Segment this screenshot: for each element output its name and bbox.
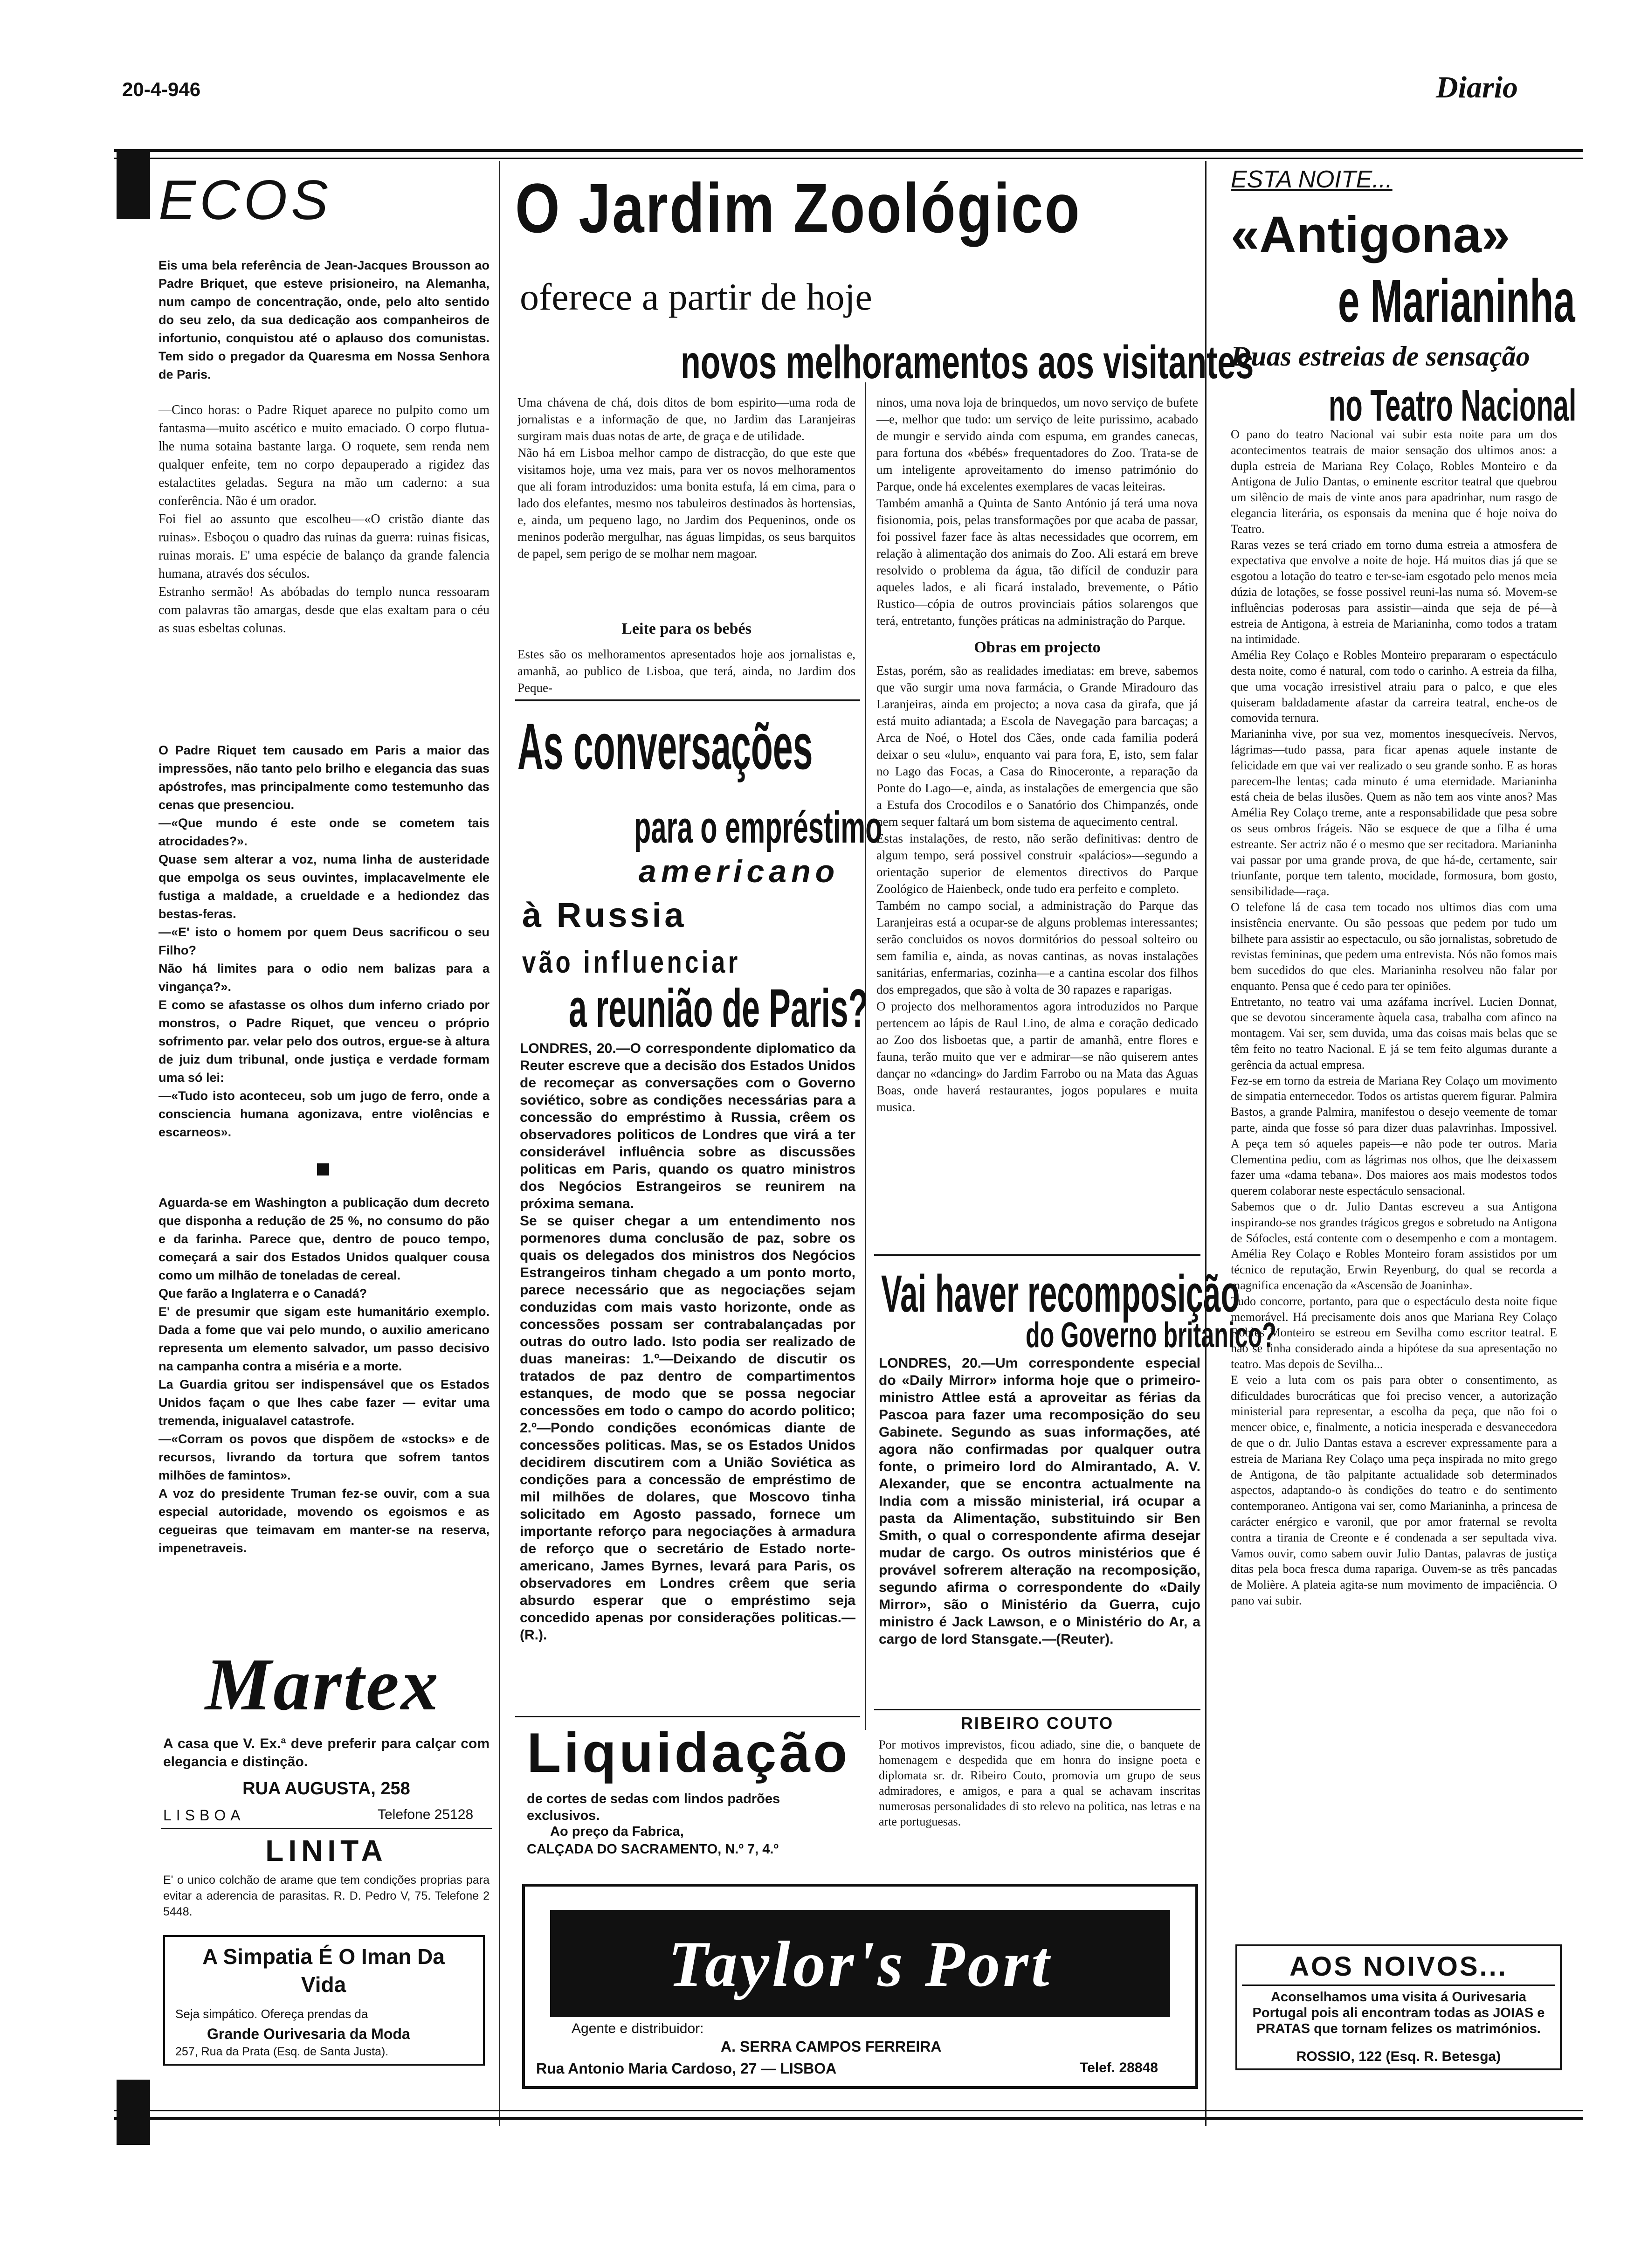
margin-bar-top [117, 149, 150, 219]
ecos-separator [317, 1163, 329, 1175]
taylor-address: Rua Antonio Maria Cardoso, 27 — LISBOA [536, 2060, 837, 2077]
martex-logo: Martex [205, 1643, 440, 1726]
column-rule-1 [499, 161, 500, 2126]
zoo-subhead-obras: Obras em projecto [974, 639, 1101, 656]
noivos-text: Aconselhamos uma visita á Ourivesaria Portugal pois ali encontram todas as JOIAS e PRATAS que tornam felizes os matrimónios. [1252, 1990, 1545, 2036]
footer-rule-bottom [114, 2117, 1583, 2120]
header-rule-bottom [114, 158, 1583, 159]
liquidacao-text: de cortes de sedas com lindos padrões exclusivos. [527, 1791, 780, 1823]
antigona-body: O pano do teatro Nacional vai subir esta noite para um dos acontecimentos teatrais de maior sensação dos ultimos anos: a dupla estreia de Mariana Rey Colaço, Robles Monteiro e da Antigona de Julio Dantas, o eminente escritor teatral que quebrou um silêncio de mais de vinte anos para apadrinhar, num rasgo de elegancia literária, os esponsais da menina que é hoje noiva do Teatro. Raras vezes se terá criado em torno duma estreia a atmosfera de expectativa que envolve a noite de hoje. Há muitos dias já que se esgotou a lotação do teatro e ter-se-iam esgotado pelo menos meia dúzia de lotações, se fosse possivel reuni-las numa só. Movem-se influências poderosas para assistir—ainda que seja de pé—à estreia de Antigona, à estreia de Marianinha, como todos a tratam na intimidade. Amélia Rey Colaço e Robles Monteiro prepararam o espectáculo desta noite, como é natural, com todo o carinho. A estreia da filha, que uma vocação irresistivel atraiu para o palco, e que eles quiseram baldadamente afastar da carreira teatral, enche-os de comovida ternura. Marianinha vive, por sua vez, momentos inesquecíveis. Nervos, lágrimas—tudo passa, para ficar apenas aquele instante de felicidade em que vai ver realizado o seu grande sonho. E as horas parecem-lhe lentas; cada minuto é uma eternidade. Marianinha está cheia de belas ilusões. Quem as não tem aos vinte anos? Mas Amélia Rey Colaço treme, ante a responsabilidade que pesa sobre os seus ombros frágeis. Não se esquece de que a filha é uma estreante. Ser actriz não é o mesmo que ser recitadora. Marianinha vai passar por uma grande prova, de que há-de, certamente, sair triunfante, porque tem talento, mocidade, formosura, bom gosto, sensibilidade—raça. O telefone lá de casa tem tocado nos ultimos dias com uma insistência enervante. Ou são pessoas que pedem por tudo um bilhete para assistir ao espectaculo, ou são jornalistas, sobretudo de revistas femininas, que pedem uma entrevista. Nós não fomos mais bem sucedidos do que eles. Marianinha resolveu não falar por enquanto. Pensa que é cedo para ter opiniões. Entretanto, no teatro vai uma azáfama incrível. Lucien Donnat, que se devotou sinceramente àquela casa, trabalha com afinco na montagem. Vai ser, sem duvida, uma das coisas mais belas que se têm feito no teatro Nacional. E já se tem feito algumas durante a gerência da actual empresa. Fez-se em torno da estreia de Mariana Rey Colaço um movimento de simpatia enternecedor. Todos os artistas querem figurar. Palmira Bastos, a grande Palmira, manifestou o desejo veemente de tomar parte, ainda que fosse só para dizer duas palavrinhas. Impossivel. A peça tem só aqueles papeis—e não pode ter outros. Maria Clementina pediu, com as lágrimas nos olhos, que lhe deixassem fazer uma «dama tebana». Dos maiores aos mais modestos todos querem colaborar neste espectáculo sensacional. Sabemos que o dr. Julio Dantas escreveu a sua Antigona inspirando-se nos grandes trágicos gregos e sobretudo na Antigona de Sófocles, está contente com o desempenho e com a montagem. Amélia Rey Colaço e Robles Monteiro foram assistidos por um técnico de reputação, Erwin Reyenburg, do qual se recorda a magnifica encenação da «Ascensão de Joaninha». Tudo concorre, portanto, para que o espectáculo desta noite fique memorável. Há precisamente dois anos que Mariana Rey Colaço Robles Monteiro se estreou em Sevilha como escritor teatral. E não se tinha considerado ainda a hipótese da sua apresentação no teatro. Mas depois de Sevilha... E veio a luta com os pais para obter o consentimento, as dificuldades burocráticas que foi preciso vencer, a autorização ministerial para representar, a escolha da peça, que não foi o mencer obice, e, finalmente, a noticia inesperada e desvanecedora de que o dr. Julio Dantas estava a escrever expressamente para a estreia de Mariana Rey Colaço uma peça inspirada no mito grego de Antigona, de tão palpitante actualidade sob determinados aspectos, adaptando-o às condições do teatro e do sentimento contemporaneo. Antigona vai ser, como Marianinha, a princesa de carácter enérgico e varonil, que por amor fraternal se revolta contra a tirania de Creonte e é condenada a ser sepultada viva. Vamos ouvir, como sabem ouvir Julio Dantas, palavras de justiça ditas pela boca fresca duma rapariga. Ouvem-se as três pancadas de Molière. A plateia agita-se num movimento de impaciência. O pano vai subir. [1231, 428, 1557, 1607]
martex-city: LISBOA [163, 1807, 245, 1824]
governo-body: LONDRES, 20.—Um correspondente especial do «Daily Mirror» informa hoje que o primeiro-ministro Attlee está a aproveitar as férias da Pascoa para fazer uma recomposição do seu Gabinete. Segundo as suas informações, até agora não confirmadas por qualquer outra fonte, o primeiro lord do Almirantado, A. V. Alexander, que se encontra actualmente na India com a missão ministerial, irá ocupar a pasta da Alimentação, substituindo sir Ben Smith, o qual o correspondente afirma desejar mudar de cargo. Os outros ministérios que é provável sofrerem alteração na recomposição, segundo afirma o correspondente do «Daily Mirror», são o Ministério da Guerra, cujo ministro é Jack Lawson, e o Ministério do Ar, a cargo de lord Stansgate.—(Reuter). [879, 1355, 1200, 1647]
ecos-paragraph-3: O Padre Riquet tem causado em Paris a maior das impressões, não tanto pelo brilho e elegancia das suas apóstrofes, mas principalmente como testemunho das cenas que presenciou. —«Que mundo é este onde se cometem tais atrocidades?». Quase sem alterar a voz, numa linha de austeridade que empolga os seus ouvintes, implacavelmente ele fustiga a maldade, a crueldade e a hediondez das bestas-feras. —«E' isto o homem por quem Deus sacrificou o seu Filho? Não há limites para o odio nem balizas para a vingança?». E como se afastasse os olhos dum inferno criado por monstros, o Padre Riquet, que venceu o próprio sofrimento par. velar pelo dos outros, ergue-se à altura de juiz dum tribunal, onde justiça e verdade formam uma só lei: —«Tudo isto aconteceu, sob um jugo de ferro, onde a consciencia humana agonizava, entre violências e escarneos». [159, 743, 490, 1139]
couto-title: RIBEIRO COUTO [960, 1714, 1114, 1733]
zoo-column-1: Uma chávena de chá, dois ditos de bom espirito—uma roda de jornalistas e a informação de que, no Jardim das Laranjeiras surgiram mais duas notas de arte, de graça e de utilidade. Não há em Lisboa melhor campo de distracção, do que este que visitamos hoje, uma vez mais, para ver os novos melhoramentos que ali foram introduzidos: uma bonita estufa, lá em cima, para o lado dos elefantes, mesmo nos tabuleiros destinados às hortensias, e, ainda, um pequeno lago, no Jardim dos Pequeninos, onde os meninos poderão mergulhar, nas águas limpidas, os seus barquitos de papel, sem perigo de se molhar nem magoar. [517, 395, 855, 560]
zoo-subtitle-1: oferece a partir de hoje [520, 276, 872, 318]
simpatia-address: 257, Rua da Prata (Esq. de Santa Justa). [175, 2045, 389, 2058]
conversas-title-1: As conversações [517, 710, 813, 783]
governo-title-1: Vai haver recomposição [881, 1265, 1240, 1323]
zoo-column-2: ninos, uma nova loja de brinquedos, um novo serviço de bufete—e, melhor que tudo: um serviço de leite purissimo, acabado de mungir e servido ainda com espuma, em grandes canecas, para fortuna dos «bébés» frequentadores do Zoo. Trata-se de um inteligente aproveitamento do imenso património do Parque, onde há excelentes exemplares de vacas leiteiras. Também amanhã a Quinta de Santo António já terá uma nova fisionomia, pois, pelas transformações por que acaba de passar, foi possivel fazer face às altas necessidades que ocorrem, em relação à alimentação dos animais do Zoo. Ali estará em breve resolvido o problema da água, tão difícil de conduzir para aqueles lados, e ali ficará instalado, brevemente, o Pátio Rustico—cópia de outros provinciais pátios solarengos que terá, entretanto, funções práticas na administração do Parque. [876, 395, 1198, 628]
noivos-ad [1235, 1944, 1562, 2070]
masthead-logo: Diario [1436, 70, 1518, 104]
martex-text: A casa que V. Ex.ª deve preferir para calçar com elegancia e distinção. [163, 1736, 490, 1770]
page-date: 20-4-946 [122, 78, 201, 100]
simpatia-title: A Simpatia É O Iman Da Vida [202, 1944, 445, 1997]
simpatia-line: Seja simpático. Ofereça prendas da [175, 2007, 368, 2021]
taylor-logo: Taylor's Port [668, 1928, 1052, 2000]
governo-title-2: do Governo britanico? [1026, 1315, 1276, 1355]
ecos-paragraph-2: —Cinco horas: o Padre Riquet aparece no pulpito como um fantasma—muito ascético e muito emaciado. O corpo flutua-lhe numa sotaina bastante larga. O roquete, sem renda nem qualquer enfeite, tem no corpo depauperado a rigidez das estalactites geladas. Segura na mão um caderno: a sua conferência. Não é um orador. Foi fiel ao assunto que escolheu—«O cristão diante das ruinas». Esboçou o quadro das ruinas da guerra: ruinas fisicas, ruinas morais. E' uma espécie de balanço da grande falencia humana, através dos séculos. Estranho sermão! As abóbadas do templo nunca ressoaram com palavras tão amargas, desde que elas exaltam para o céu as suas esbeltas colunas. [159, 403, 490, 636]
liquidacao-price: Ao preço da Fabrica, [550, 1824, 684, 1839]
noivos-title: AOS NOIVOS... [1289, 1951, 1508, 1982]
antigona-kicker: ESTA NOITE... [1231, 166, 1393, 193]
antigona-subtitle-2: no Teatro Nacional [1329, 380, 1577, 430]
liquidacao-rule [515, 1716, 860, 1717]
zoo-column-1b: Estes são os melhoramentos apresentados hoje aos jornalistas e, amanhã, ao publico de Lisboa, que terá, ainda, no Jardim dos Peque- [517, 647, 855, 695]
ecos-paragraph-4: Aguarda-se em Washington a publicação dum decreto que disponha a redução de 25 %, no consumo do pão e da farinha. Parece que, dentro de pouco tempo, começará a sair dos Estados Unidos qualquer cousa como um milhão de toneladas de cereal. Que farão a Inglaterra e o Canadá? E' de presumir que sigam este humanitário exemplo. Dada a fome que vai pelo mundo, o auxilio americano representa um elemento salvador, um passo decisivo na campanha contra a miséria e a morte. La Guardia gritou ser indispensável que os Estados Unidos façam o que lhes cabe fazer — evitar uma tremenda, iniguaIavel catastrofe. —«Corram os povos que dispõem de «stocks» e de recursos, livrando da tortura que sofrem tantos milhões de famintos». A voz do presidente Truman fez-se ouvir, com a sua especial autoridade, movendo os egoismos e as cegueiras que teimavam em manter-se na reserva, impenetraveis. [159, 1196, 490, 1555]
zoo-column-2-end-rule [874, 1254, 1200, 1256]
taylor-ad [522, 1884, 1198, 2089]
linita-title: LINITA [265, 1834, 387, 1867]
zoo-column-1-end-rule [515, 699, 860, 701]
ecos-title: ECOS [159, 169, 332, 231]
linita-text: E' o unico colchão de arame que tem condições proprias para evitar a aderencia de parasitas. R. D. Pedro V, 75. Telefone 2 5448. [163, 1874, 490, 1918]
zoo-subhead-leite: Leite para os bebés [621, 620, 752, 637]
conversas-title-5: vão influenciar [522, 945, 741, 979]
ad-separator [161, 1828, 492, 1829]
zoo-column-2b: Estas, porém, são as realidades imediatas: em breve, sabemos que vão surgir uma nova farmácia, o Grande Miradouro das Laranjeiras, ainda em projecto; a nova casa da girafa, que já está muito adiantada; a Escola de Navegação para barcaças; a Arca de Noé, o Hotel dos Cães, onde cada familia poderá deixar o seu «lulu», enquanto vai para fora, E, isto, sem falar no Lago das Focas, a Casa do Rinoceronte, a reparação da Ponte do Lago—e, ainda, as instalações de emergencia que são a Estufa dos Crocodilos e o Sanatório dos Chimpanzés, onde nem sequer faltará um bom sistema de aquecimento central. Estas instalações, de resto, não serão definitivas: dentro de algum tempo, será possivel construir «palácios»—segundo a orientação superior de elementos directivos do Parque Zoológico de Haienbeck, onde tudo era perfeito e completo. Também no campo social, a administração do Parque das Laranjeiras está a ocupar-se de alguns problemas interessantes; serão concluidos os novos dormitórios do pessoal solteiro ou sem familia e, ainda, as novas cantinas, as novas instalações sanitárias, enfermarias, cozinha—e a cantina escolar dos filhos dos empregados, que são à volta de 30 rapazes e raparigas. O projecto dos melhoramentos agora introduzidos no Parque pertencem ao lápis de Raul Lino, de alma e coração dedicado ao Zoo dos lisboetas que, a partir de amanhã, entre flores e fauna, terão muito que ver e admirar—se não quiserem antes dançar no «dancing» do Jardim Farrobo ou na Mata das Aguas Boas, onde haverá restaurantes, jogos populares e muita musica. [876, 664, 1198, 1114]
conversas-body: LONDRES, 20.—O correspondente diplomatico da Reuter escreve que a decisão dos Estados Unidos de recomeçar as conversações com o Governo soviético, sobre as condições necessárias para a concessão do empréstimo à Russia, crêem os observadores politicos de Londres que virá a ter considerável influência sobre as discussões politicas em Paris, quando os quatro ministros dos Negócios Estrangeiros se reunirem na próxima semana. Se se quiser chegar a um entendimento nos pormenores duma conclusão de paz, sobre os quais os delegados dos ministros dos Negócios Estrangeiros tinham chegado a um ponto morto, parece necessário que as negociações sejam conduzidas com mais vasto horizonte, onde as concessões possam ser contrabalançadas por outras do outro lado. Isto podia ser realizado de duas maneiras: 1.º—Deixando de discutir os tratados de paz dentro de compartimentos estanques, de modo que se possa negociar concessões em todo o campo do acordo politico; 2.º—Pondo condições económicas diante de concessões politicas. Mas, se os Estados Unidos decidirem discutirem com a União Soviética as condições para a concessão de empréstimo de mil milhões de dolares, que Moscovo tinha solicitado em Agosto passado, fornece um importante reforço para negociações à armadura de reforço que o secretário de Estado norte-americano, James Byrnes, levará para Paris, os observadores em Londres crêem que seria absurdo esperar que o empréstimo seja concedido apenas por considerações politicas.—(R.). [520, 1041, 855, 1643]
column-rule-3 [865, 382, 866, 1730]
couto-body: Por motivos imprevistos, ficou adiado, sine die, o banquete de homenagem e despedida que em honra do insigne poeta e diplomata sr. dr. Ribeiro Couto, promovia um grupo de seus admiradores, e amigos, e para a qual se achavam inscritas numerosas personalidades di sto relevo na politica, nas letras e na arte portuguesas. [879, 1738, 1200, 1828]
antigona-subtitle-1: Duas estreias de sensação [1231, 341, 1530, 372]
margin-bar-bottom [117, 2080, 150, 2145]
conversas-title-2: para o empréstimo [634, 802, 883, 852]
footer-rule-top [114, 2110, 1583, 2111]
taylor-name: A. SERRA CAMPOS FERREIRA [721, 2038, 942, 2055]
antigona-title-1: «Antigona» [1231, 206, 1510, 263]
martex-phone: Telefone 25128 [378, 1807, 474, 1822]
noivos-rule [1242, 1984, 1555, 1986]
noivos-address: ROSSIO, 122 (Esq. R. Betesga) [1296, 2049, 1501, 2064]
zoo-subtitle-2: novos melhoramentos aos visitantes [681, 336, 1254, 388]
conversas-title-4: à Russia [522, 896, 687, 934]
liquidacao-address: CALÇADA DO SACRAMENTO, N.º 7, 4.º [527, 1842, 779, 1857]
antigona-title-2: e Marianinha [1338, 267, 1575, 335]
conversas-title-6: a reunião de Paris? [569, 978, 869, 1038]
taylor-phone: Telef. 28848 [1080, 2060, 1158, 2075]
martex-address: RUA AUGUSTA, 258 [242, 1779, 410, 1798]
taylor-banner [550, 1910, 1170, 2017]
simpatia-shop: Grande Ourivesaria da Moda [207, 2026, 410, 2042]
conversas-title-3: americano [639, 854, 840, 889]
column-rule-2 [1205, 161, 1207, 2126]
ecos-paragraph-1: Eis uma bela referência de Jean-Jacques Brousson ao Padre Briquet, que esteve prisioneiro, na Alemanha, num campo de concentração, onde, pelo alto sentido do seu zelo, da sua dedicação aos companheiros de infortunio, conquistou até o aplauso dos comunistas. Tem sido o pregador da Quaresma em Nossa Senhora de Paris. [159, 258, 490, 381]
couto-rule [874, 1709, 1200, 1710]
header-rule-top [114, 149, 1583, 152]
liquidacao-title: Liquidação [527, 1722, 850, 1784]
zoo-title: O Jardim Zoológico [515, 169, 1081, 247]
taylor-agent: Agente e distribuidor: [572, 2021, 704, 2036]
simpatia-ad [163, 1935, 485, 2066]
